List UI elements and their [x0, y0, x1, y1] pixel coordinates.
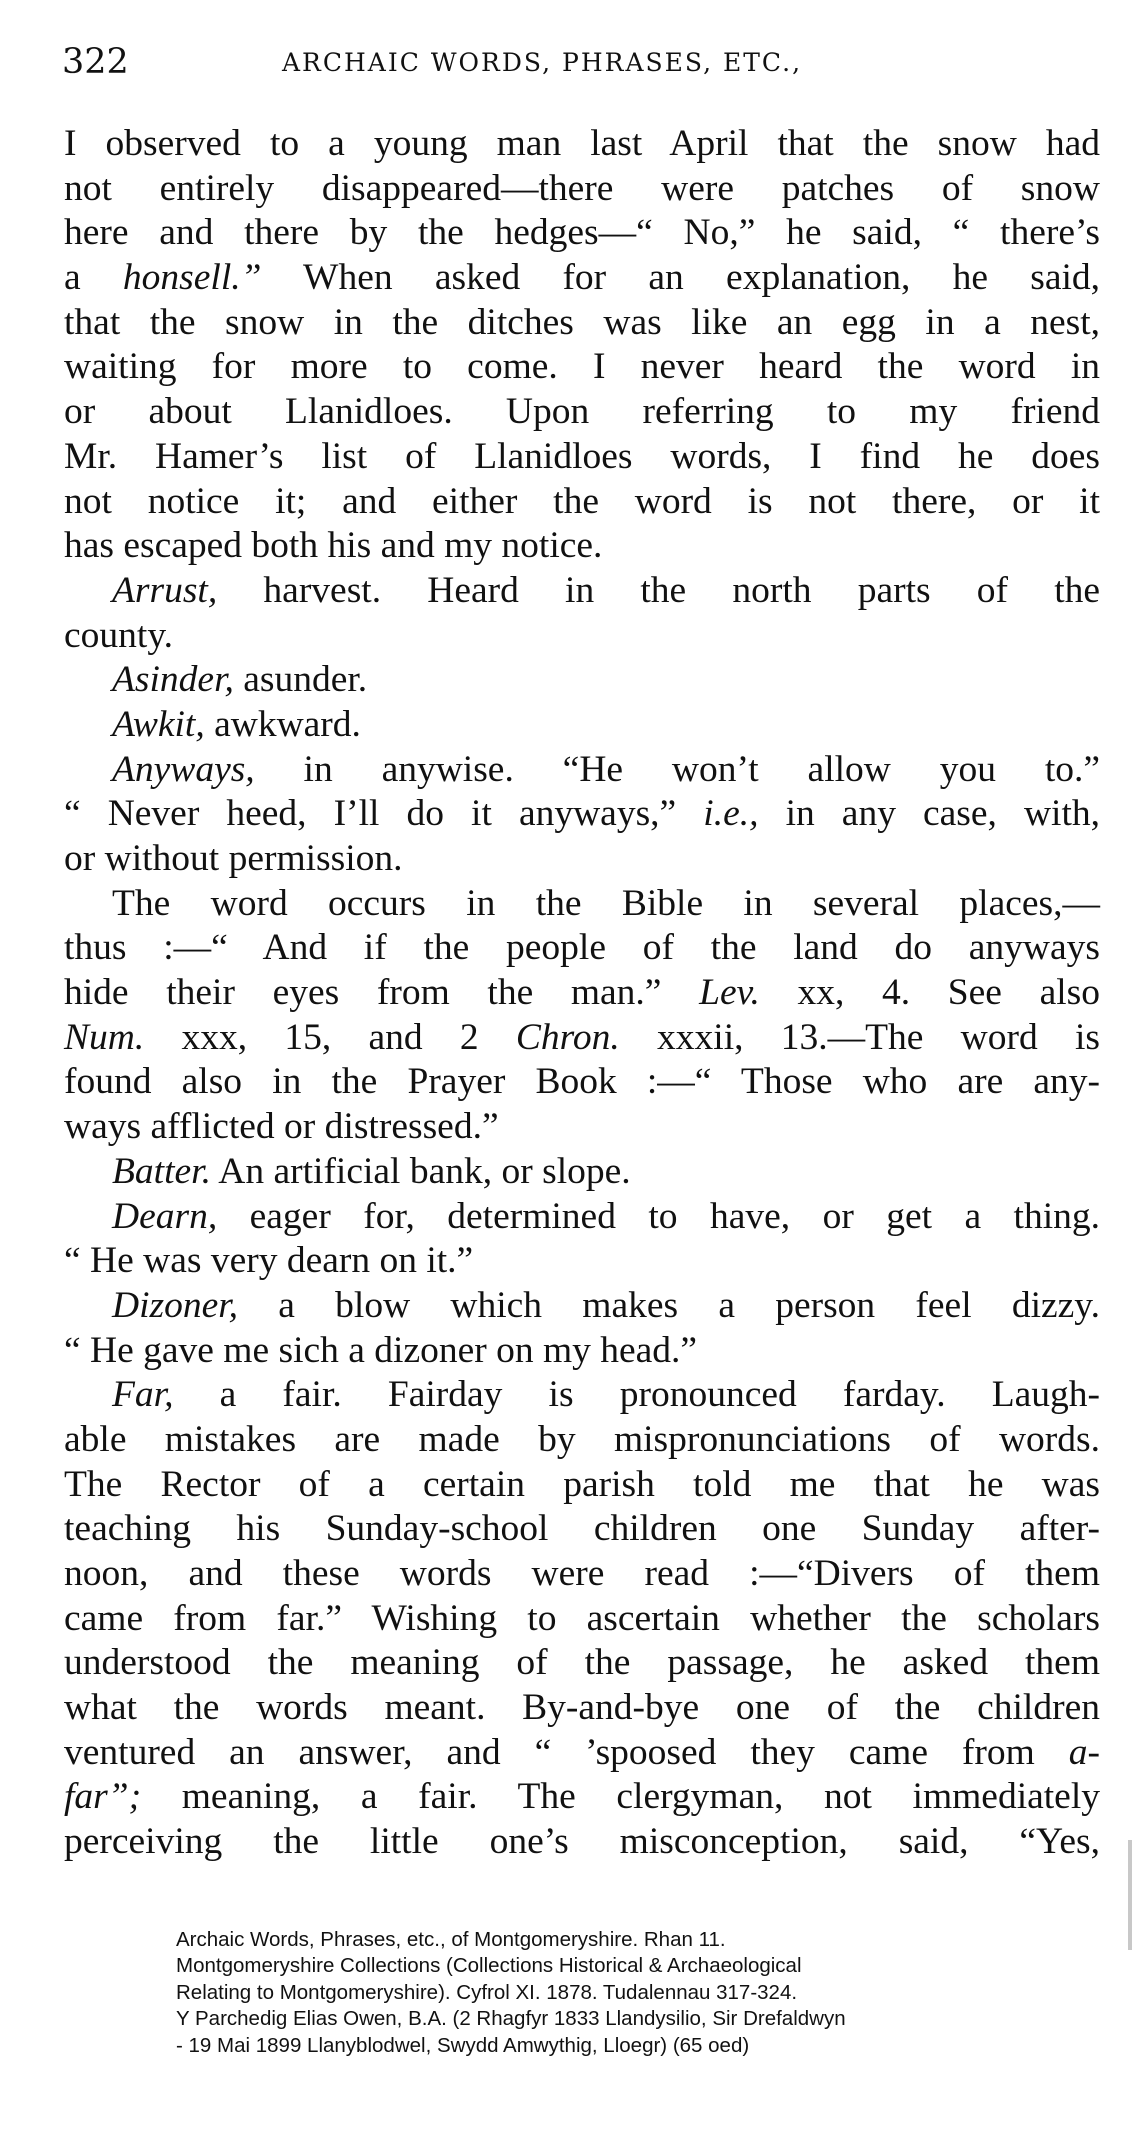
headword: Far, — [112, 1374, 174, 1416]
entry-batter: Batter. An artificial bank, or slope. — [112, 1150, 631, 1192]
headword: Dearn, — [112, 1195, 218, 1237]
text-line: ventured an answer, and “ ’spoosed they came from a- — [64, 1731, 1101, 1773]
text-line: hide their eyes from the man.” Lev. xx, 4. See also — [64, 972, 1101, 1014]
text-line: ways afflicted or distressed.” — [64, 1106, 499, 1148]
text-line: perceiving the little one’s misconception, said, “Yes, — [64, 1821, 1100, 1863]
text-line: what the words meant. By-and-bye one of the children — [64, 1687, 1100, 1729]
text-line: Num. xxx, 15, and 2 Chron. xxxii, 13.—The word is — [64, 1016, 1101, 1058]
text-line: I observed to a young man last April that the snow had — [64, 123, 1100, 164]
text-line: county. — [64, 614, 174, 656]
headword: Asinder, — [112, 659, 234, 701]
headword: Anyways, — [112, 748, 255, 790]
running-head — [62, 42, 1112, 92]
text-line: able mistakes are made by mispronunciations of words. — [64, 1418, 1100, 1460]
text-line: a honsell.” When asked for an explanation, he said, — [64, 257, 1101, 299]
caption-line: Relating to Montgomeryshire). Cyfrol XI. 1878. Tudalennau 317-324. — [176, 1980, 798, 2004]
caption-line: Y Parchedig Elias Owen, B.A. (2 Rhagfyr 1833 Llandysilio, Sir Drefaldwyn — [176, 2007, 846, 2031]
headword-italic: honsell.” — [122, 257, 262, 299]
entry-arrust: Arrust, harvest. Heard in the north parts of the — [112, 569, 1101, 611]
text-line: has escaped both his and my notice. — [64, 525, 603, 567]
text-line: far”; meaning, a fair. The clergyman, not immediately — [64, 1776, 1100, 1818]
headword: Awkit, — [112, 703, 205, 745]
text-line: “ He gave me sich a dizoner on my head.” — [64, 1329, 698, 1371]
text-line: waiting for more to come. I never heard the word in — [64, 346, 1100, 388]
text-line: Mr. Hamer’s list of Llanidloes words, I find he does — [64, 435, 1100, 477]
text-line: not entirely disappeared—there were patches of snow — [64, 167, 1100, 209]
text-line: The Rector of a certain parish told me that he was — [64, 1463, 1100, 1505]
entry-dizoner: Dizoner, a blow which makes a person feel dizzy. — [112, 1284, 1100, 1326]
page-number: 322 — [62, 42, 129, 82]
source-caption — [176, 1927, 1076, 2059]
text-line: that the snow in the ditches was like an egg in a nest, — [64, 301, 1100, 343]
running-title: ARCHAIC WORDS, PHRASES, ETC., — [282, 48, 803, 77]
text-line: “ Never heed, I’ll do it anyways,” i.e., in any case, with, — [64, 793, 1101, 835]
headword: Dizoner, — [112, 1284, 239, 1326]
text-line: or about Llanidloes. Upon referring to my friend — [64, 391, 1100, 433]
entry-awkit: Awkit, awkward. — [112, 703, 361, 745]
headword: Arrust, — [112, 569, 218, 611]
caption-line: - 19 Mai 1899 Llanyblodwel, Swydd Amwythig, Lloegr) (65 oed) — [176, 2033, 750, 2057]
caption-line: Archaic Words, Phrases, etc., of Montgomeryshire. Rhan 11. — [176, 1928, 726, 1951]
text-line: here and there by the hedges—“ No,” he said, “ there’s — [64, 212, 1100, 254]
text-line: came from far.” Wishing to ascertain whether the scholars — [64, 1597, 1100, 1639]
text-line: noon, and these words were read :—“Divers of them — [64, 1553, 1100, 1594]
text-line: thus :—“ And if the people of the land do anyways — [64, 927, 1100, 969]
entry-far: Far, a fair. Fairday is pronounced farday. Laugh- — [112, 1374, 1100, 1416]
entry-anyways: Anyways, in anywise. “He won’t allow you to.” — [112, 748, 1101, 790]
text-line: or without permission. — [64, 838, 403, 879]
text-line: understood the meaning of the passage, he asked them — [64, 1642, 1100, 1684]
caption-line: Montgomeryshire Collections (Collections Historical & Archaeological — [176, 1954, 802, 1978]
body-text — [64, 122, 1100, 1865]
text-line: “ He was very dearn on it.” — [64, 1240, 474, 1282]
entry-dearn: Dearn, eager for, determined to have, or get a thing. — [112, 1195, 1101, 1237]
text-line: found also in the Prayer Book :—“ Those who are any- — [64, 1061, 1100, 1103]
entry-asinder: Asinder, asunder. — [112, 659, 368, 701]
text-line: teaching his Sunday-school children one Sunday after- — [64, 1508, 1100, 1550]
headword: Batter. — [112, 1150, 211, 1192]
text-line: not notice it; and either the word is not there, or it — [64, 480, 1100, 522]
scan-edge-mark — [1128, 1840, 1132, 1950]
text-line: The word occurs in the Bible in several places,— — [112, 882, 1100, 924]
